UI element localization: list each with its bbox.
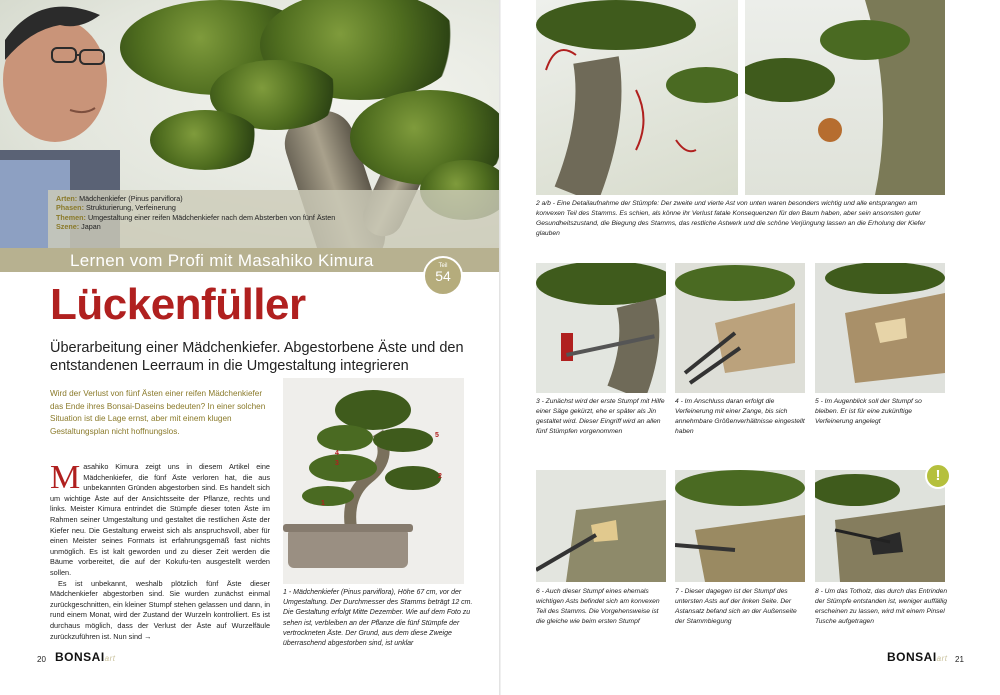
caption-8: 8 - Um das Totholz, das durch das Entrinden der Stümpfe entstanden ist, weniger auffällig erscheinen zu lassen, wird mit einem Pinsel Tusche aufgetragen — [815, 588, 948, 625]
warning-icon: ! — [925, 463, 951, 489]
series-title: Lernen vom Profi mit Masahiko Kimura — [70, 251, 374, 270]
body-paragraph-2: Es ist unbekannt, weshalb plötzlich fünf Äste dieser Mädchenkiefer abgestorben sind. Sie wurden zunächst einmal zurückgeschnitten, ein kleiner Stumpf stehen gelassen und dann, in rund einem Monat, wird der Zustand der Wurzeln kontrolliert. Es ist durchaus möglich, dass der Verlust der Äste auf Wurzelfäule zurückzuführen ist. Nun sind → — [50, 578, 270, 641]
photo-2b — [745, 0, 945, 195]
article-info-box — [48, 190, 500, 248]
magazine-logo-right: BONSAIart — [887, 650, 948, 664]
marker-2: 2 — [438, 473, 442, 480]
page-number-right: 21 — [955, 655, 964, 664]
caption-4: 4 - Im Anschluss daran erfolgt die Verfeinerung mit einer Zange, bis sich annehmbare Größenverhältnisse eingestellt haben — [675, 398, 805, 435]
info-line-topics: Themen: Umgestaltung einer reifen Mädchenkiefer nach dem Absterben von fünf Ästen — [56, 212, 336, 222]
marker-4: 4 — [335, 450, 339, 457]
photo-8 — [815, 470, 945, 582]
magazine-logo-left: BONSAIart — [55, 650, 116, 664]
article-body — [50, 459, 270, 642]
caption-3: 3 - Zunächst wird der erste Stumpf mit Hilfe einer Säge gekürzt, ehe er später als Jin gestaltet wird. Dieser Eingriff wird an allen fünf Stümpfen vorgenommen — [536, 398, 665, 435]
info-line-phases: Phasen: Strukturierung, Verfeinerung — [56, 203, 176, 213]
photo-4 — [675, 263, 805, 393]
part-badge-label: Teil — [438, 263, 448, 269]
caption-7: 7 - Dieser dagegen ist der Stumpf des untersten Asts auf der linken Seite. Der Astansatz befand sich an der Außenseite der Stammbiegung — [675, 588, 797, 625]
article-title: Lückenfüller — [50, 280, 306, 329]
photo-7 — [675, 470, 805, 582]
photo-6 — [536, 470, 666, 582]
caption-5: 5 - Im Augenblick soll der Stumpf so bleiben. Er ist für eine zukünftige Verfeinerung angelegt — [815, 398, 922, 425]
caption-2: 2 a/b - Eine Detailaufnahme der Stümpfe: Der zweite und vierte Ast von unten waren besonders wichtig und alle entsprangen am konvexen Teil des Stamms. Es schien, als könne ihr Verlust fatale Konsequenzen für den Baum haben, aber sein ansonsten guter Gesundheitszustand, die Biegung des Stamms, das restliche Astwerk und die schöne Verjüngung lassen an die Erholung der Kiefer glauben — [536, 200, 926, 237]
marker-5: 5 — [435, 432, 439, 439]
body-paragraph-1: Masahiko Kimura zeigt uns in diesem Artikel eine Mädchenkiefer, die fünf Äste verloren hat, die aus unbekannten Gründen abgestorben sind. Es handelt sich um wichtige Äste auf der Ansichtsseite der Pflanze, rechts und links. Meister Kimura entrindet die Stümpfe dieser toten Äste im Rahmen seiner Umgestaltung und gestaltet die restlichen Äste der Kiefer neu. Die Gestaltung erweist sich als anspruchsvoll, aber für einen Meister seines Formats ist erfahrungsgemäß fast nichts unmöglich. Es ist kalt geworden und zu dieser Zeit werden die Bäume vorbereitet, die auf der Kokufu-ten ausgestellt werden sollen. — [50, 459, 270, 577]
page-number-left: 20 — [37, 655, 46, 664]
marker-1: 1 — [321, 500, 325, 507]
continue-arrow-icon: → — [144, 631, 152, 641]
bonsai-main-photo — [283, 378, 464, 584]
article-subtitle: Überarbeitung einer Mädchenkiefer. Abgestorbene Äste und den entstandenen Leerraum in die Umgestaltung integrieren — [50, 340, 464, 374]
marker-3: 3 — [335, 460, 339, 467]
dropcap: M — [50, 459, 81, 496]
photo-5 — [815, 263, 945, 393]
part-badge-number: 54 — [435, 268, 451, 284]
main-photo-caption: 1 - Mädchenkiefer (Pinus parviflora), Höhe 67 cm, vor der Umgestaltung. Der Durchmesser des Stamms beträgt 12 cm. Die Gestaltung erfolgt Mitte Dezember. Wie auf dem Foto zu sehen ist, verbleiben an der Pflanze die fünf Stümpfe der vertrockneten Äste. Der Grund, aus dem diese Zweige überraschend abgestorben sind, ist unklar — [283, 589, 473, 648]
info-line-species: Arten: Mädchenkiefer (Pinus parviflora) — [56, 194, 183, 203]
photo-2a — [536, 0, 738, 195]
photo-3 — [536, 263, 666, 393]
info-line-scene: Szene: Japan — [56, 222, 101, 232]
article-lead: Wird der Verlust von fünf Ästen einer reifen Mädchenkiefer das Ende ihres Bonsai-Daseins bedeuten? In einer solchen Situation ist die Lage ernst, aber mit einem klugen Gestaltungsplan nicht hoffnungslos. — [50, 389, 266, 436]
part-badge — [423, 256, 463, 296]
hero-photo — [0, 0, 500, 248]
caption-6: 6 - Auch dieser Stumpf eines ehemals wichtigen Asts befindet sich am konvexen Teil des Stamms. Die Vorgehensweise ist die gleiche wie beim ersten Stumpf — [536, 588, 660, 625]
spine-gutter — [499, 0, 501, 695]
